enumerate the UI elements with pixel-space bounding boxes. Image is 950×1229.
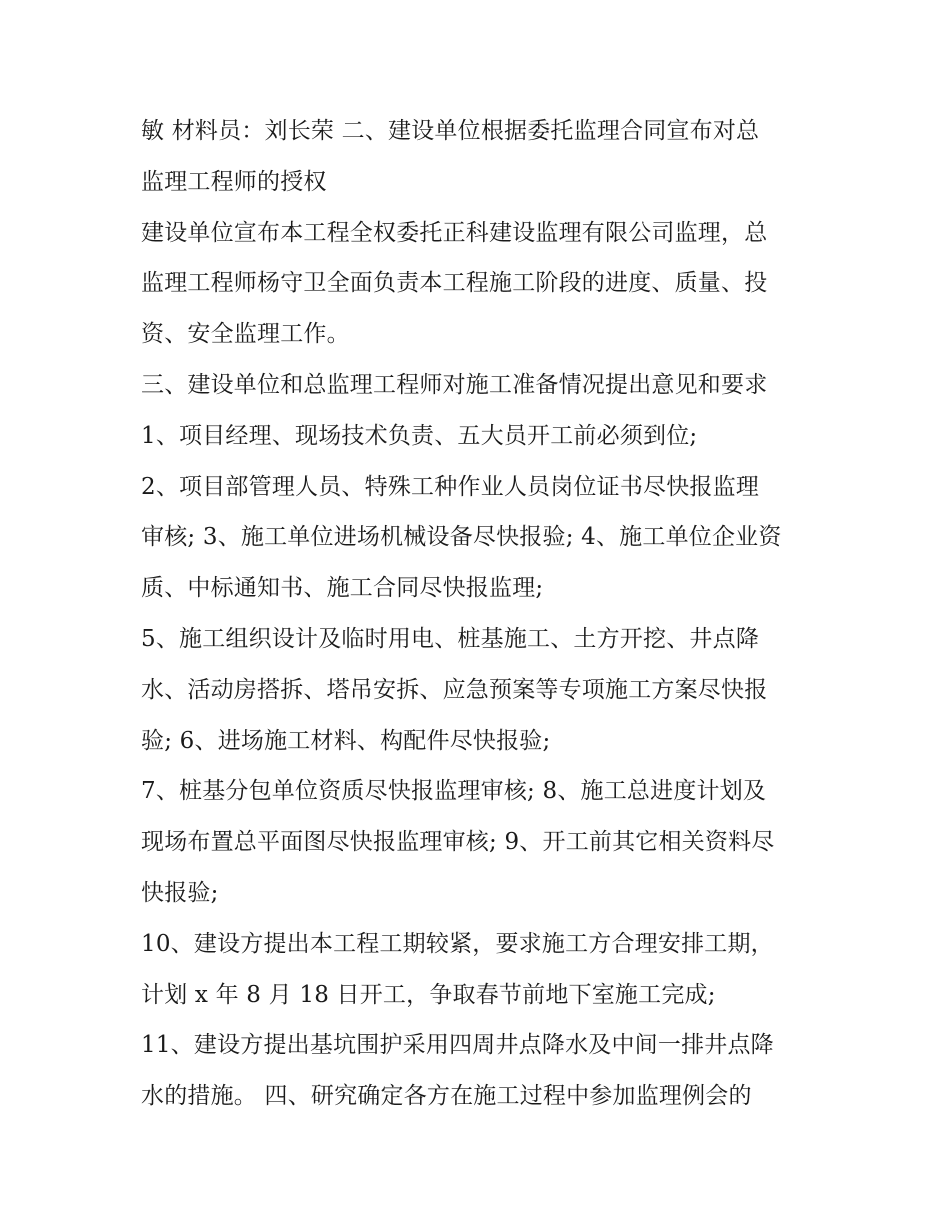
- text-line: 监理工程师杨守卫全面负责本工程施工阶段的进度、质量、投: [141, 270, 768, 297]
- document-body: [141, 106, 821, 1122]
- text-line: 水、活动房搭拆、塔吊安拆、应急预案等专项施工方案尽快报: [141, 676, 768, 703]
- list-item: 11、建设方提出基坑围护采用四周井点降水及中间一排井点降: [141, 1032, 774, 1059]
- list-item: 2、项目部管理人员、特殊工种作业人员岗位证书尽快报监理: [141, 473, 760, 500]
- list-item: 5、施工组织设计及临时用电、桩基施工、土方开挖、井点降: [141, 625, 760, 652]
- text-line: 水的措施。 四、研究确定各方在施工过程中参加监理例会的: [141, 1083, 752, 1110]
- list-item: 10、建设方提出本工程工期较紧，要求施工方合理安排工期，: [141, 930, 774, 957]
- text-line: 验; 6、进场施工材料、构配件尽快报验;: [141, 727, 551, 754]
- text-line: 敏 材料员：刘长荣 二、建设单位根据委托监理合同宣布对总: [141, 118, 760, 144]
- text-line: 建设单位宣布本工程全权委托正科建设监理有限公司监理，总: [141, 219, 768, 246]
- text-line: 质、中标通知书、施工合同尽快报监理;: [141, 575, 544, 602]
- text-line: 快报验;: [141, 879, 219, 906]
- list-item: 7、桩基分包单位资质尽快报监理审核; 8、施工总进度计划及: [141, 778, 767, 805]
- text-line: 监理工程师的授权: [141, 168, 327, 195]
- text-line: 审核; 3、施工单位进场机械设备尽快报验; 4、施工单位企业资: [141, 524, 782, 551]
- list-item: 1、项目经理、现场技术负责、五大员开工前必须到位;: [141, 422, 698, 449]
- text-line: 资、安全监理工作。: [141, 321, 350, 348]
- section-heading: 三、建设单位和总监理工程师对施工准备情况提出意见和要求: [141, 371, 768, 398]
- text-line: 计划 x 年 8 月 18 日开工，争取春节前地下室施工完成;: [141, 981, 716, 1008]
- text-line: 现场布置总平面图尽快报监理审核; 9、开工前其它相关资料尽: [141, 829, 775, 856]
